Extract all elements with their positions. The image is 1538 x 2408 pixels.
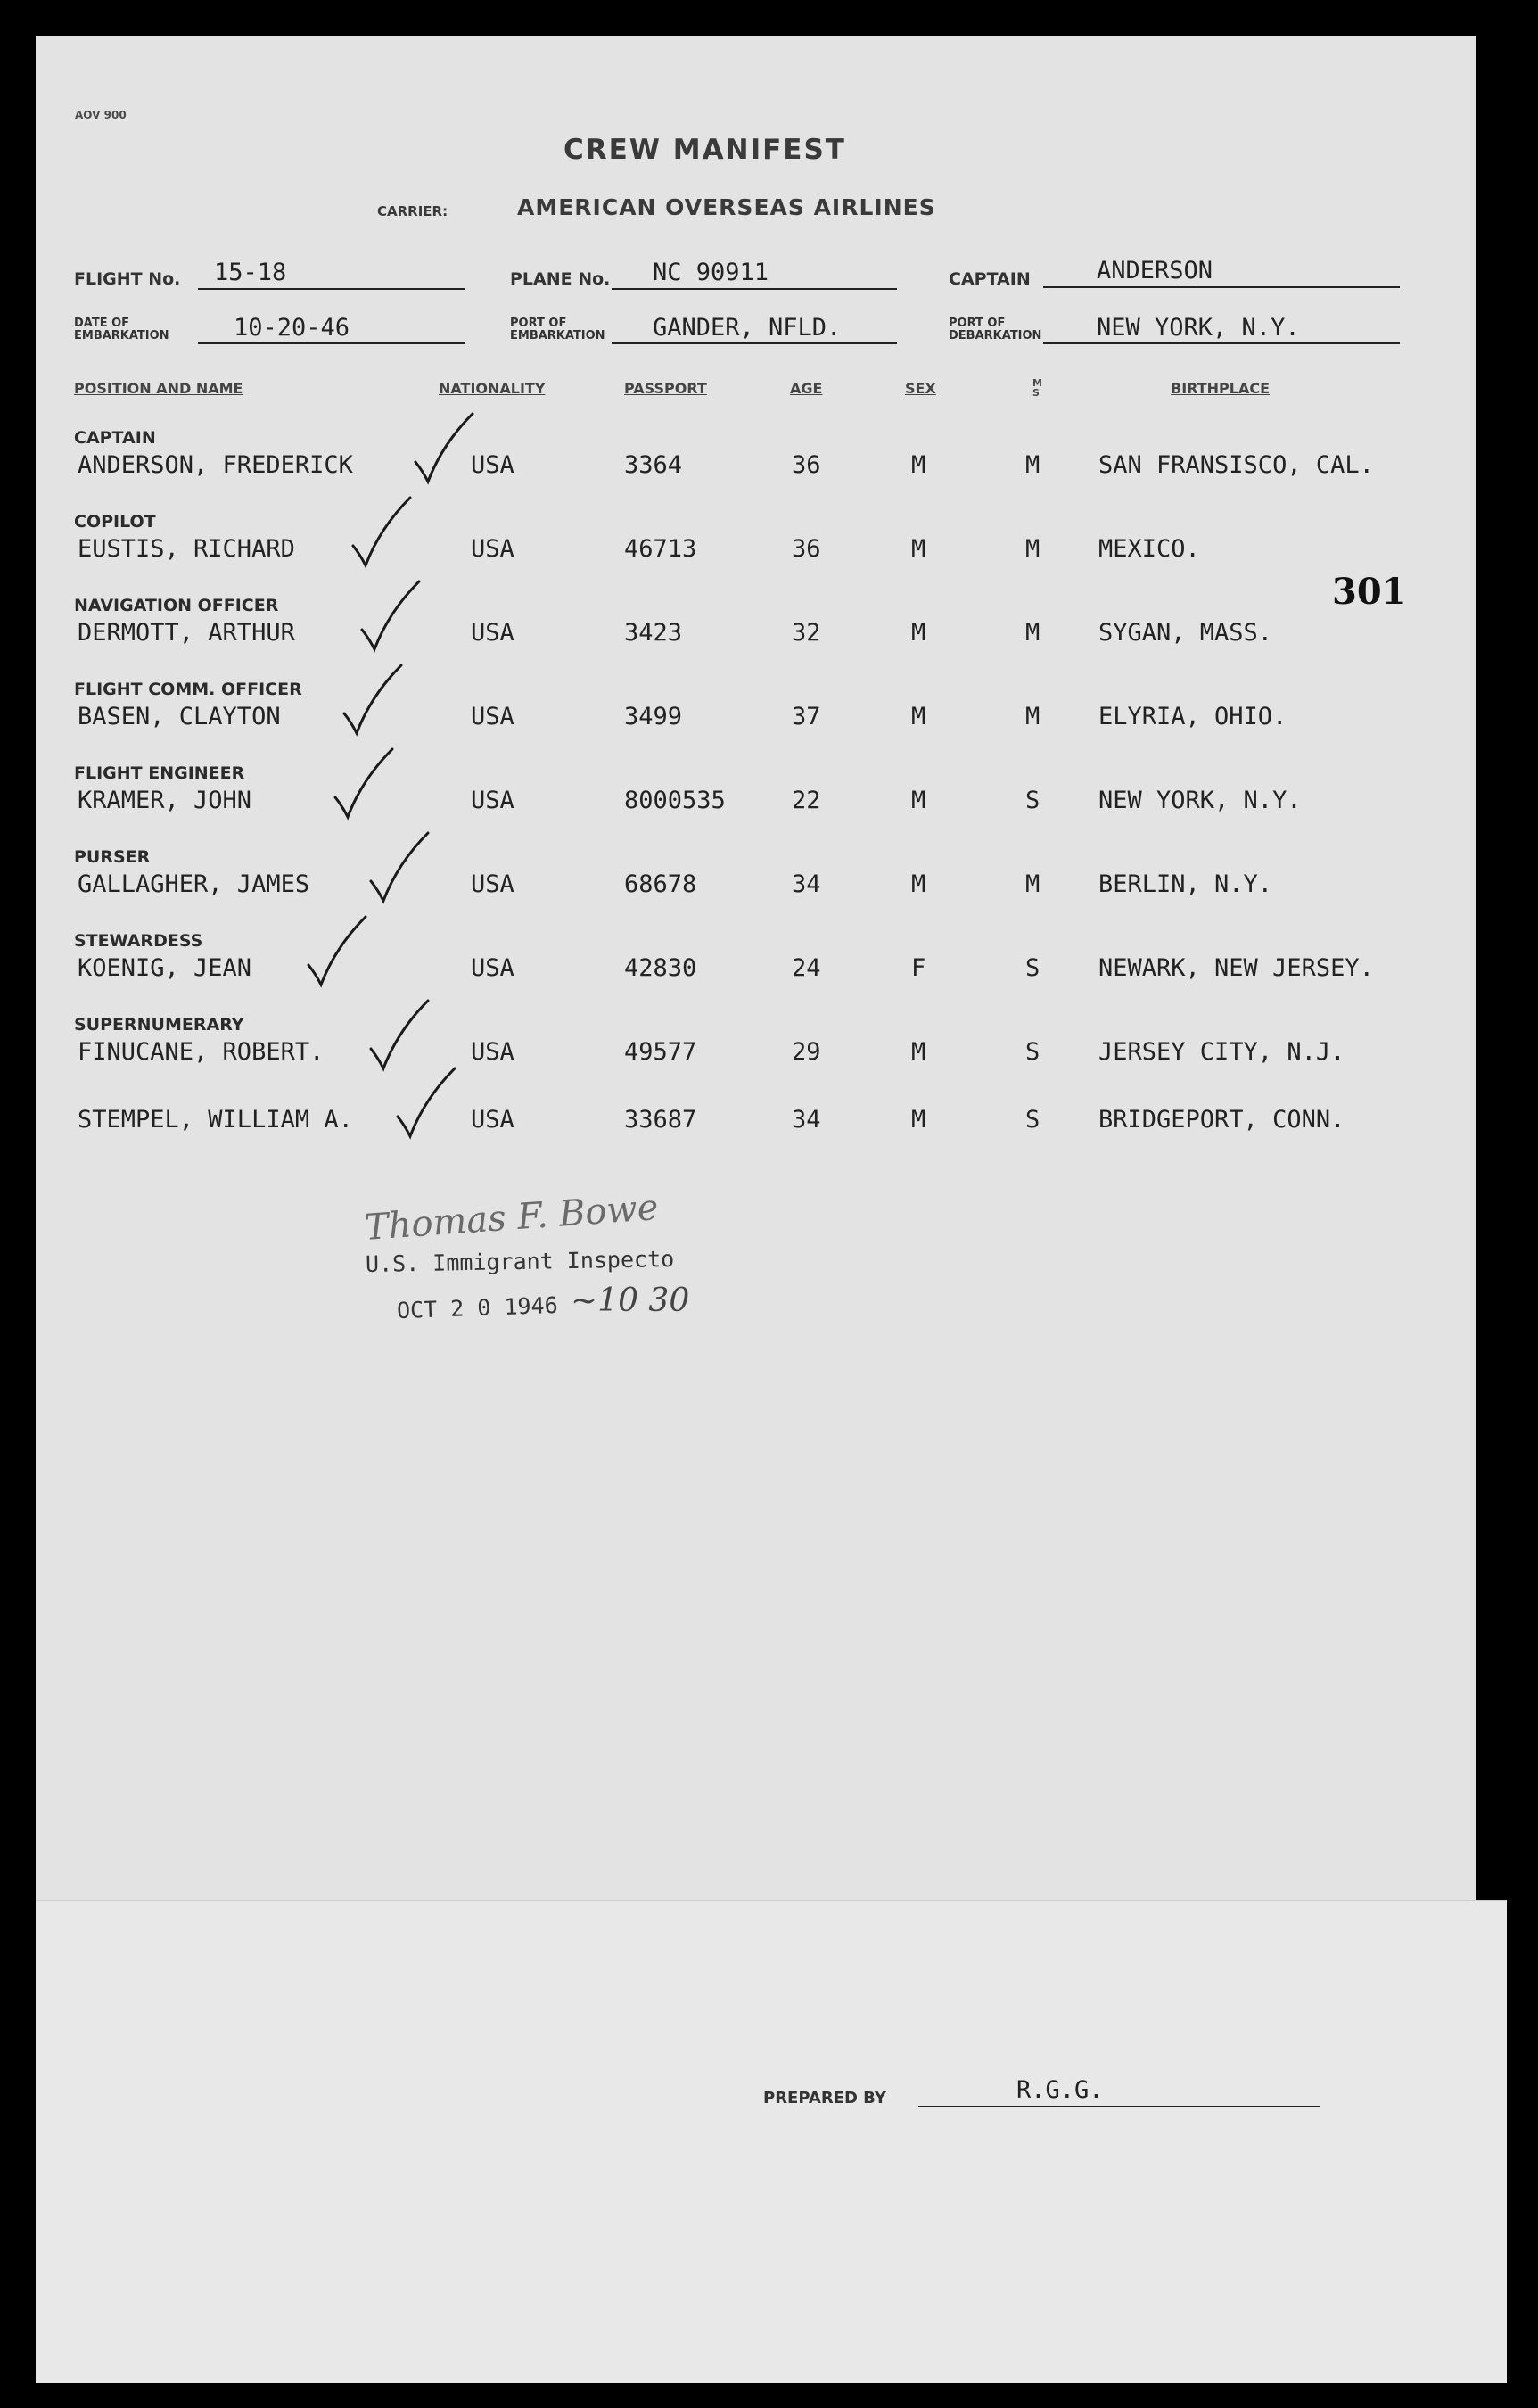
inspector-stamp-line: U.S. Immigrant Inspecto bbox=[365, 1245, 675, 1278]
crew-sex: M bbox=[911, 619, 926, 647]
crew-name: FINUCANE, ROBERT. bbox=[78, 1038, 325, 1066]
crew-birthplace: JERSEY CITY, N.J. bbox=[1098, 1038, 1345, 1066]
date-value: 10-20-46 bbox=[234, 314, 350, 342]
captain-line bbox=[1043, 286, 1400, 288]
crew-position: FLIGHT ENGINEER bbox=[74, 763, 245, 783]
crew-ms: S bbox=[1025, 1038, 1040, 1066]
crew-nationality: USA bbox=[471, 1106, 514, 1134]
crew-name: KOENIG, JEAN bbox=[78, 954, 252, 982]
crew-nationality: USA bbox=[471, 451, 514, 479]
crew-nationality: USA bbox=[471, 703, 514, 730]
crew-nationality: USA bbox=[471, 1038, 514, 1066]
crew-ms: S bbox=[1025, 1106, 1040, 1134]
checkmark-icon bbox=[357, 576, 428, 656]
crew-position: PURSER bbox=[74, 847, 151, 867]
port-debarkation-label: PORT OF DEBARKATION bbox=[949, 317, 1042, 342]
col-sex: SEX bbox=[905, 380, 936, 397]
crew-position: FLIGHT COMM. OFFICER bbox=[74, 680, 302, 699]
inspector-stamp-date: OCT 2 0 1946 bbox=[396, 1291, 559, 1324]
plane-no-label: PLANE No. bbox=[510, 269, 611, 289]
crew-age: 34 bbox=[792, 870, 821, 898]
col-marital-status: M S bbox=[1032, 377, 1042, 399]
col-nationality: NATIONALITY bbox=[439, 380, 546, 397]
crew-passport: 3499 bbox=[624, 703, 683, 730]
paper-fold bbox=[36, 1900, 1507, 2383]
crew-ms: M bbox=[1025, 451, 1040, 479]
checkmark-icon bbox=[330, 744, 401, 824]
crew-name: BASEN, CLAYTON bbox=[78, 703, 281, 730]
date-line bbox=[198, 342, 465, 344]
crew-name: STEMPEL, WILLIAM A. bbox=[78, 1106, 353, 1134]
port-embarkation-value: GANDER, NFLD. bbox=[653, 314, 842, 342]
inspector-stamp-time: ~10 30 bbox=[571, 1282, 690, 1319]
prepared-by-value: R.G.G. bbox=[1016, 2076, 1104, 2104]
crew-passport: 49577 bbox=[624, 1038, 697, 1066]
crew-sex: M bbox=[911, 1038, 926, 1066]
crew-ms: M bbox=[1025, 619, 1040, 647]
crew-passport: 33687 bbox=[624, 1106, 697, 1134]
crew-name: DERMOTT, ARTHUR bbox=[78, 619, 295, 647]
col-age: AGE bbox=[790, 380, 823, 397]
crew-ms: S bbox=[1025, 787, 1040, 814]
crew-nationality: USA bbox=[471, 870, 514, 898]
crew-sex: M bbox=[911, 870, 926, 898]
crew-age: 29 bbox=[792, 1038, 821, 1066]
crew-position: CAPTAIN bbox=[74, 428, 156, 448]
crew-sex: M bbox=[911, 535, 926, 563]
checkmark-icon bbox=[410, 408, 481, 489]
carrier-value: AMERICAN OVERSEAS AIRLINES bbox=[517, 194, 936, 220]
col-birthplace: BIRTHPLACE bbox=[1171, 380, 1271, 397]
crew-birthplace: ELYRIA, OHIO. bbox=[1098, 703, 1287, 730]
crew-position: COPILOT bbox=[74, 512, 156, 532]
crew-birthplace: SYGAN, MASS. bbox=[1098, 619, 1273, 647]
crew-passport: 3364 bbox=[624, 451, 683, 479]
carrier-label: CARRIER: bbox=[377, 203, 448, 219]
checkmark-icon bbox=[366, 828, 437, 908]
port-debarkation-value: NEW YORK, N.Y. bbox=[1097, 314, 1300, 342]
crew-ms: M bbox=[1025, 535, 1040, 563]
checkmark-icon bbox=[348, 492, 419, 573]
crew-name: KRAMER, JOHN bbox=[78, 787, 252, 814]
crew-passport: 8000535 bbox=[624, 787, 726, 814]
crew-sex: M bbox=[911, 1106, 926, 1134]
crew-sex: F bbox=[911, 954, 926, 982]
crew-name: ANDERSON, FREDERICK bbox=[78, 451, 353, 479]
crew-age: 36 bbox=[792, 451, 821, 479]
crew-passport: 42830 bbox=[624, 954, 697, 982]
crew-age: 36 bbox=[792, 535, 821, 563]
plane-no-line bbox=[612, 288, 897, 290]
date-label: DATE OF EMBARKATION bbox=[74, 317, 169, 342]
crew-birthplace: MEXICO. bbox=[1098, 535, 1200, 563]
crew-ms: M bbox=[1025, 870, 1040, 898]
crew-age: 22 bbox=[792, 787, 821, 814]
checkmark-icon bbox=[339, 660, 410, 740]
port-embarkation-line bbox=[612, 342, 897, 344]
col-position-name: POSITION AND NAME bbox=[74, 380, 243, 397]
crew-birthplace: BRIDGEPORT, CONN. bbox=[1098, 1106, 1345, 1134]
captain-value: ANDERSON bbox=[1097, 257, 1213, 285]
prepared-by-line bbox=[918, 2106, 1320, 2107]
crew-nationality: USA bbox=[471, 954, 514, 982]
crew-age: 34 bbox=[792, 1106, 821, 1134]
captain-label: CAPTAIN bbox=[949, 269, 1031, 289]
port-embarkation-label: PORT OF EMBARKATION bbox=[510, 317, 605, 342]
flight-no-line bbox=[198, 288, 465, 290]
port-debarkation-line bbox=[1043, 342, 1400, 344]
form-number: AOV 900 bbox=[75, 109, 127, 121]
crew-name: EUSTIS, RICHARD bbox=[78, 535, 295, 563]
crew-age: 24 bbox=[792, 954, 821, 982]
crew-birthplace: SAN FRANSISCO, CAL. bbox=[1098, 451, 1374, 479]
crew-ms: M bbox=[1025, 703, 1040, 730]
crew-birthplace: BERLIN, N.Y. bbox=[1098, 870, 1273, 898]
crew-sex: M bbox=[911, 787, 926, 814]
prepared-by-label: PREPARED BY bbox=[763, 2089, 886, 2107]
crew-ms: S bbox=[1025, 954, 1040, 982]
crew-birthplace: NEWARK, NEW JERSEY. bbox=[1098, 954, 1374, 982]
svg-text:Thomas F. Bowe: Thomas F. Bowe bbox=[363, 1187, 660, 1249]
crew-nationality: USA bbox=[471, 619, 514, 647]
crew-passport: 68678 bbox=[624, 870, 697, 898]
checkmark-icon bbox=[303, 911, 374, 992]
crew-age: 37 bbox=[792, 703, 821, 730]
crew-nationality: USA bbox=[471, 787, 514, 814]
crew-passport: 3423 bbox=[624, 619, 683, 647]
crew-age: 32 bbox=[792, 619, 821, 647]
crew-passport: 46713 bbox=[624, 535, 697, 563]
manifest-title: CREW MANIFEST bbox=[563, 134, 846, 166]
crew-position: NAVIGATION OFFICER bbox=[74, 596, 279, 615]
plane-no-value: NC 90911 bbox=[653, 259, 769, 286]
col-passport: PASSPORT bbox=[624, 380, 707, 397]
flight-no-label: FLIGHT No. bbox=[74, 269, 181, 289]
crew-name: GALLAGHER, JAMES bbox=[78, 870, 310, 898]
crew-birthplace: NEW YORK, N.Y. bbox=[1098, 787, 1302, 814]
manifest-sheet bbox=[36, 36, 1476, 2344]
crew-nationality: USA bbox=[471, 535, 514, 563]
crew-position: SUPERNUMERARY bbox=[74, 1015, 244, 1035]
page-number: 301 bbox=[1332, 571, 1407, 613]
crew-sex: M bbox=[911, 703, 926, 730]
flight-no-value: 15-18 bbox=[214, 259, 287, 286]
checkmark-icon bbox=[392, 1063, 464, 1143]
crew-position: STEWARDESS bbox=[74, 931, 203, 951]
crew-sex: M bbox=[911, 451, 926, 479]
